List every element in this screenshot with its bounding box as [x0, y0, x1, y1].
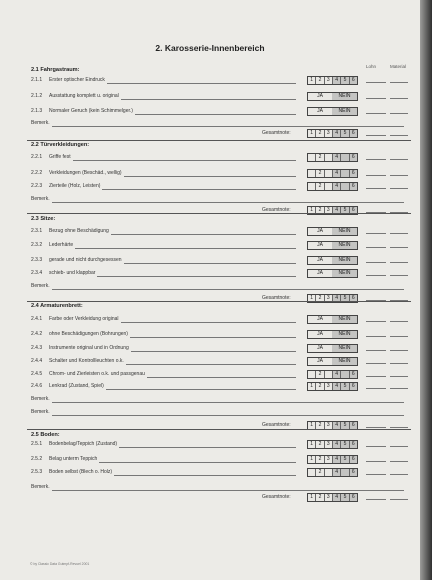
checklist-row	[31, 182, 301, 192]
remark-label: Bemerk.	[31, 283, 50, 289]
leader-line	[124, 263, 296, 264]
lohn-line[interactable]	[366, 321, 386, 322]
rating-cell-1[interactable]: 1	[308, 422, 316, 429]
remark-label: Bemerk.	[31, 484, 50, 490]
lohn-line[interactable]	[366, 98, 386, 99]
item-text: ohne Beschädigungen (Bohrungen)	[49, 331, 128, 337]
ja-nein-box[interactable]	[307, 357, 358, 366]
rating-cell-3[interactable]: 3	[325, 456, 333, 463]
lohn-line[interactable]	[366, 427, 386, 428]
lohn-line[interactable]	[366, 461, 386, 462]
ja-nein-box[interactable]	[307, 315, 358, 324]
checklist-row	[31, 169, 301, 179]
nein-option[interactable]: NEIN	[332, 108, 357, 115]
rating-cell-6[interactable]: 6	[350, 441, 357, 448]
rating-cell-6[interactable]: 6	[350, 130, 357, 137]
rating-cell-3[interactable]: 3	[325, 441, 333, 448]
checklist-row	[31, 357, 301, 367]
item-number: 2.4.6	[31, 383, 43, 389]
item-number: 2.1.2	[31, 93, 43, 99]
item-text: Lenkrad (Zustand, Spiel)	[49, 383, 104, 389]
material-line[interactable]	[390, 388, 408, 389]
ja-nein-box[interactable]	[307, 241, 358, 250]
material-line[interactable]	[390, 474, 408, 475]
rating-cell-5[interactable]	[341, 371, 349, 378]
checklist-row	[31, 330, 301, 340]
leader-line	[126, 364, 296, 365]
rating-cell-6[interactable]: 6	[350, 207, 357, 214]
material-line[interactable]	[390, 262, 408, 263]
ja-option[interactable]: JA	[317, 228, 323, 234]
rating-cell-4[interactable]: 4	[333, 170, 341, 177]
material-line[interactable]	[390, 188, 408, 189]
rating-cell-1[interactable]: 1	[308, 207, 316, 214]
rating-box[interactable]	[307, 440, 358, 449]
rating-cell-4[interactable]: 4	[333, 494, 341, 501]
rating-cell-1[interactable]: 1	[308, 130, 316, 137]
remark-label: Bemerk.	[31, 396, 50, 402]
item-text: Bodenbelag/Teppich (Zustand)	[49, 441, 118, 447]
section-title: 2.2 Türverkleidungen:	[31, 142, 90, 148]
rating-cell-4[interactable]: 4	[333, 183, 341, 190]
rating-cell-6[interactable]: 6	[350, 469, 357, 476]
material-line[interactable]	[390, 135, 408, 136]
leader-line	[121, 322, 296, 323]
lohn-line[interactable]	[366, 388, 386, 389]
item-number: 2.4.5	[31, 371, 43, 377]
leader-line	[75, 248, 296, 249]
ja-option[interactable]: JA	[317, 331, 323, 337]
section-title: 2.5 Boden:	[31, 432, 60, 438]
rating-cell-1[interactable]	[308, 170, 316, 177]
rating-cell-1[interactable]: 1	[308, 77, 316, 84]
rating-cell-3[interactable]	[325, 371, 333, 378]
leader-line	[97, 276, 296, 277]
item-text: Belag unterm Teppich	[49, 456, 98, 462]
footer-copyright: © by Classic Data Gutmpf-Revuel 2001	[30, 562, 90, 566]
material-line[interactable]	[390, 499, 408, 500]
checklist-row	[31, 269, 301, 279]
gesamtnote-label: Gesamtnote:	[262, 207, 291, 213]
rating-box[interactable]	[307, 370, 358, 379]
rating-cell-2[interactable]: 2	[316, 170, 324, 177]
leader-line	[119, 447, 296, 448]
lohn-line[interactable]	[366, 363, 386, 364]
checklist-row	[31, 153, 301, 163]
lohn-line[interactable]	[366, 247, 386, 248]
material-line[interactable]	[390, 376, 408, 377]
rating-cell-4[interactable]: 4	[333, 441, 341, 448]
rating-cell-5[interactable]: 5	[341, 207, 349, 214]
item-number: 2.5.2	[31, 456, 43, 462]
lohn-line[interactable]	[366, 82, 386, 83]
material-line[interactable]	[390, 321, 408, 322]
rating-cell-3[interactable]	[325, 469, 333, 476]
gesamtnote-label: Gesamtnote:	[262, 422, 291, 428]
leader-line	[131, 351, 296, 352]
remark-label: Bemerk.	[31, 409, 50, 415]
item-text: Chrom- und Zierleisten o.k. und passgenau	[49, 371, 145, 377]
nein-option[interactable]: NEIN	[332, 345, 357, 352]
rating-cell-2[interactable]: 2	[316, 469, 324, 476]
section-divider	[27, 140, 411, 141]
lohn-line[interactable]	[366, 135, 386, 136]
leader-line	[106, 389, 296, 390]
remark-input-line[interactable]	[52, 289, 404, 290]
rating-cell-6[interactable]: 6	[350, 371, 357, 378]
column-header-material: Material	[390, 64, 407, 69]
item-number: 2.3.3	[31, 257, 43, 263]
leader-line	[102, 189, 296, 190]
item-number: 2.3.1	[31, 228, 43, 234]
item-text: Lederhärte	[49, 242, 74, 248]
item-text: Schalter und Kontrollleuchten o.k.	[49, 358, 124, 364]
item-number: 2.3.4	[31, 270, 43, 276]
material-line[interactable]	[390, 461, 408, 462]
item-number: 2.1.1	[31, 77, 43, 83]
item-number: 2.2.2	[31, 170, 43, 176]
gesamtnote-label: Gesamtnote:	[262, 130, 291, 136]
checklist-row	[31, 370, 301, 380]
leader-line	[135, 114, 296, 115]
lohn-line[interactable]	[366, 446, 386, 447]
checklist-row	[31, 468, 301, 478]
ja-nein-box[interactable]	[307, 227, 358, 236]
item-number: 2.2.3	[31, 183, 43, 189]
rating-box[interactable]	[307, 468, 358, 477]
leader-line	[107, 83, 296, 84]
item-text: Bezug ohne Beschädigung	[49, 228, 109, 234]
rating-cell-4[interactable]: 4	[333, 422, 341, 429]
ja-nein-box[interactable]	[307, 330, 358, 339]
leader-line	[121, 99, 296, 100]
leader-line	[111, 234, 296, 235]
rating-cell-1[interactable]: 1	[308, 295, 316, 302]
rating-cell-5[interactable]: 5	[341, 422, 349, 429]
gesamtnote-label: Gesamtnote:	[262, 295, 291, 301]
leader-line	[124, 176, 296, 177]
ja-option[interactable]: JA	[317, 316, 323, 322]
item-number: 2.4.3	[31, 345, 43, 351]
leader-line	[99, 462, 296, 463]
item-text: Normaler Geruch (kein Schimmelger.)	[49, 108, 133, 114]
rating-cell-5[interactable]: 5	[341, 130, 349, 137]
rating-cell-6[interactable]: 6	[350, 154, 357, 161]
lohn-line[interactable]	[366, 188, 386, 189]
rating-cell-2[interactable]: 2	[316, 183, 324, 190]
rating-cell-4[interactable]: 4	[333, 456, 341, 463]
rating-cell-1[interactable]: 1	[308, 494, 316, 501]
rating-cell-6[interactable]: 6	[350, 170, 357, 177]
rating-cell-2[interactable]: 2	[316, 441, 324, 448]
checklist-row	[31, 107, 301, 117]
rating-cell-2[interactable]: 2	[316, 295, 324, 302]
item-text: schieb- und klappbar	[49, 270, 96, 276]
ja-option[interactable]: JA	[317, 242, 323, 248]
rating-box[interactable]	[307, 153, 358, 162]
item-text: Ausstattung komplett u. original	[49, 93, 119, 99]
ja-option[interactable]: JA	[317, 358, 323, 364]
rating-cell-5[interactable]	[341, 469, 349, 476]
rating-cell-4[interactable]: 4	[333, 130, 341, 137]
remark-label: Bemerk.	[31, 120, 50, 126]
lohn-line[interactable]	[366, 474, 386, 475]
checklist-row	[31, 92, 301, 102]
item-number: 2.5.1	[31, 441, 43, 447]
nein-option[interactable]: NEIN	[332, 242, 357, 249]
checklist-row	[31, 256, 301, 266]
rating-cell-2[interactable]: 2	[316, 383, 324, 390]
rating-cell-5[interactable]	[341, 170, 349, 177]
rating-cell-2[interactable]: 2	[316, 130, 324, 137]
material-line[interactable]	[390, 336, 408, 337]
section-divider	[27, 213, 411, 214]
rating-cell-3[interactable]	[325, 170, 333, 177]
rating-box[interactable]	[307, 455, 358, 464]
ja-nein-box[interactable]	[307, 92, 358, 101]
rating-box[interactable]	[307, 182, 358, 191]
lohn-line[interactable]	[366, 262, 386, 263]
rating-cell-5[interactable]: 5	[341, 77, 349, 84]
leader-line	[114, 475, 296, 476]
gesamtnote-label: Gesamtnote:	[262, 494, 291, 500]
rating-cell-6[interactable]: 6	[350, 295, 357, 302]
rating-cell-2[interactable]: 2	[316, 207, 324, 214]
item-number: 2.4.4	[31, 358, 43, 364]
remark-input-line[interactable]	[52, 126, 404, 127]
item-number: 2.2.1	[31, 154, 43, 160]
material-line[interactable]	[390, 427, 408, 428]
item-text: Zierteile (Holz, Leisten)	[49, 183, 101, 189]
material-line[interactable]	[390, 247, 408, 248]
material-line[interactable]	[390, 446, 408, 447]
checklist-row	[31, 382, 301, 392]
nein-option[interactable]: NEIN	[332, 316, 357, 323]
rating-cell-4[interactable]: 4	[333, 383, 341, 390]
nein-option[interactable]: NEIN	[332, 257, 357, 264]
item-text: Farbe oder Verkleidung original	[49, 316, 119, 322]
material-line[interactable]	[390, 350, 408, 351]
rating-box[interactable]	[307, 169, 358, 178]
section-divider	[27, 429, 411, 430]
rating-cell-2[interactable]: 2	[316, 154, 324, 161]
ja-option[interactable]: JA	[317, 93, 323, 99]
ja-option[interactable]: JA	[317, 257, 323, 263]
material-line[interactable]	[390, 275, 408, 276]
rating-cell-3[interactable]	[325, 183, 333, 190]
material-line[interactable]	[390, 363, 408, 364]
ja-nein-box[interactable]	[307, 107, 358, 116]
remark-input-line[interactable]	[52, 415, 404, 416]
rating-cell-3[interactable]: 3	[325, 130, 333, 137]
rating-box[interactable]	[307, 76, 358, 85]
page-edge-shadow	[420, 0, 432, 580]
rating-cell-3[interactable]: 3	[325, 494, 333, 501]
ja-option[interactable]: JA	[317, 108, 323, 114]
section-title: 2.3 Sitze:	[31, 216, 56, 222]
rating-cell-5[interactable]	[341, 154, 349, 161]
rating-cell-4[interactable]: 4	[333, 371, 341, 378]
rating-cell-4[interactable]: 4	[333, 207, 341, 214]
rating-cell-5[interactable]: 5	[341, 441, 349, 448]
page-title: 2. Karosserie-Innenbereich	[155, 43, 265, 53]
column-header-lohn: Lohn	[366, 64, 377, 69]
rating-cell-1[interactable]	[308, 183, 316, 190]
item-number: 2.4.1	[31, 316, 43, 322]
item-text: gerade und nicht durchgesessen	[49, 257, 122, 263]
lohn-line[interactable]	[366, 159, 386, 160]
rating-cell-5[interactable]: 5	[341, 383, 349, 390]
gesamtnote-rating-box[interactable]	[307, 129, 358, 138]
rating-cell-3[interactable]: 3	[325, 77, 333, 84]
lohn-line[interactable]	[366, 175, 386, 176]
rating-cell-4[interactable]: 4	[333, 154, 341, 161]
material-line[interactable]	[390, 98, 408, 99]
rating-cell-3[interactable]: 3	[325, 383, 333, 390]
material-line[interactable]	[390, 175, 408, 176]
rating-cell-1[interactable]	[308, 469, 316, 476]
ja-option[interactable]: JA	[317, 345, 323, 351]
rating-cell-2[interactable]: 2	[316, 77, 324, 84]
item-text: Erster optischer Eindruck	[49, 77, 105, 83]
rating-cell-5[interactable]: 5	[341, 295, 349, 302]
rating-cell-2[interactable]: 2	[316, 494, 324, 501]
lohn-line[interactable]	[366, 275, 386, 276]
item-text: Boden selbst (Blech o. Holz)	[49, 469, 113, 475]
rating-cell-2[interactable]: 2	[316, 456, 324, 463]
checklist-row	[31, 440, 301, 450]
lohn-line[interactable]	[366, 233, 386, 234]
rating-cell-4[interactable]: 4	[333, 77, 341, 84]
item-number: 2.3.2	[31, 242, 43, 248]
lohn-line[interactable]	[366, 376, 386, 377]
item-number: 2.5.3	[31, 469, 43, 475]
rating-cell-1[interactable]: 1	[308, 456, 316, 463]
ja-nein-box[interactable]	[307, 256, 358, 265]
rating-cell-4[interactable]: 4	[333, 469, 341, 476]
rating-cell-6[interactable]: 6	[350, 494, 357, 501]
item-text: Instrumente original und in Ordnung	[49, 345, 129, 351]
rating-cell-5[interactable]	[341, 183, 349, 190]
checklist-row	[31, 455, 301, 465]
item-text: Verkleidungen (Beschäd., wellig)	[49, 170, 122, 176]
remark-input-line[interactable]	[52, 490, 404, 491]
leader-line	[73, 160, 296, 161]
checklist-row	[31, 227, 301, 237]
lohn-line[interactable]	[366, 336, 386, 337]
gesamtnote-rating-box[interactable]	[307, 493, 358, 502]
rating-cell-1[interactable]	[308, 371, 316, 378]
item-text: Griffe fest	[49, 154, 71, 160]
rating-cell-1[interactable]: 1	[308, 383, 316, 390]
lohn-line[interactable]	[366, 499, 386, 500]
checklist-row	[31, 241, 301, 251]
leader-line	[130, 337, 296, 338]
nein-option[interactable]: NEIN	[332, 93, 357, 100]
nein-option[interactable]: NEIN	[332, 358, 357, 365]
rating-cell-5[interactable]: 5	[341, 456, 349, 463]
rating-cell-3[interactable]	[325, 154, 333, 161]
ja-nein-box[interactable]	[307, 269, 358, 278]
rating-cell-3[interactable]: 3	[325, 422, 333, 429]
ja-option[interactable]: JA	[317, 270, 323, 276]
leader-line	[147, 377, 296, 378]
rating-box[interactable]	[307, 382, 358, 391]
rating-cell-6[interactable]: 6	[350, 383, 357, 390]
remark-input-line[interactable]	[52, 202, 404, 203]
checklist-row	[31, 344, 301, 354]
item-number: 2.4.2	[31, 331, 43, 337]
nein-option[interactable]: NEIN	[332, 228, 357, 235]
rating-cell-6[interactable]: 6	[350, 456, 357, 463]
rating-cell-6[interactable]: 6	[350, 183, 357, 190]
lohn-line[interactable]	[366, 113, 386, 114]
section-divider	[27, 301, 411, 302]
section-title: 2.1 Fahrgastraum:	[31, 67, 80, 73]
ja-nein-box[interactable]	[307, 344, 358, 353]
section-title: 2.4 Armaturenbrett:	[31, 303, 83, 309]
material-line[interactable]	[390, 233, 408, 234]
rating-cell-3[interactable]: 3	[325, 207, 333, 214]
remark-label: Bemerk.	[31, 196, 50, 202]
nein-option[interactable]: NEIN	[332, 331, 357, 338]
material-line[interactable]	[390, 113, 408, 114]
rating-cell-2[interactable]: 2	[316, 422, 324, 429]
rating-cell-4[interactable]: 4	[333, 295, 341, 302]
checklist-row	[31, 76, 301, 86]
rating-cell-6[interactable]: 6	[350, 77, 357, 84]
rating-cell-1[interactable]	[308, 154, 316, 161]
rating-cell-3[interactable]: 3	[325, 295, 333, 302]
rating-cell-2[interactable]: 2	[316, 371, 324, 378]
checklist-row	[31, 315, 301, 325]
rating-cell-6[interactable]: 6	[350, 422, 357, 429]
lohn-line[interactable]	[366, 350, 386, 351]
item-number: 2.1.3	[31, 108, 43, 114]
rating-cell-5[interactable]: 5	[341, 494, 349, 501]
nein-option[interactable]: NEIN	[332, 270, 357, 277]
material-line[interactable]	[390, 82, 408, 83]
rating-cell-1[interactable]: 1	[308, 441, 316, 448]
material-line[interactable]	[390, 159, 408, 160]
remark-input-line[interactable]	[52, 402, 404, 403]
